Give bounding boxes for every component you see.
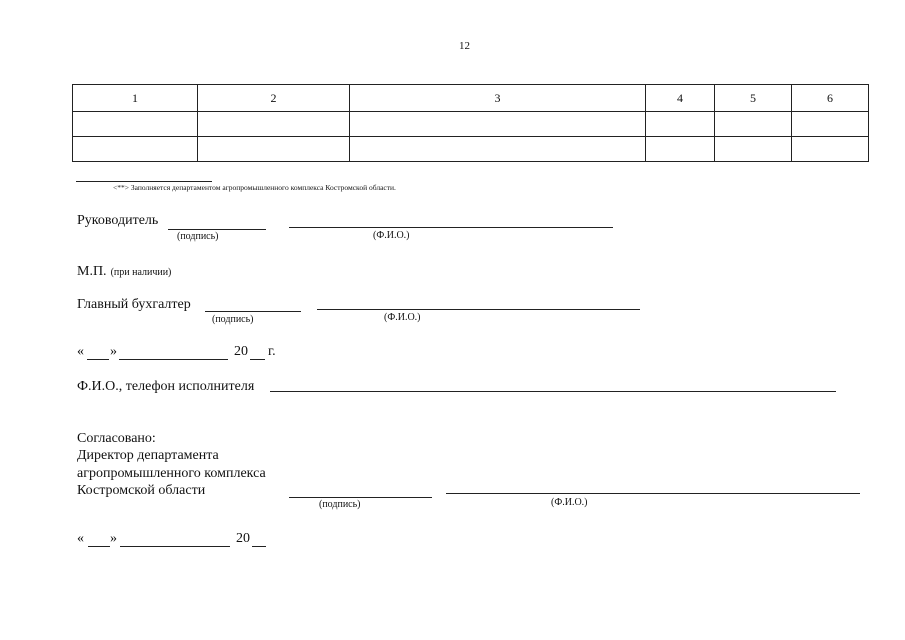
date2-year-prefix: 20 bbox=[236, 531, 250, 546]
approval-line1: Директор департамента bbox=[77, 448, 219, 463]
date1-open-quote: « bbox=[77, 344, 84, 359]
column-header: 1 bbox=[73, 85, 198, 112]
head-signature-line bbox=[168, 229, 266, 230]
footnote-separator bbox=[76, 181, 212, 182]
column-header: 5 bbox=[715, 85, 792, 112]
approval-title: Согласовано: bbox=[77, 431, 156, 446]
approval-signature-caption: (подпись) bbox=[319, 499, 361, 510]
accountant-signature-line bbox=[205, 311, 301, 312]
table-cell bbox=[73, 137, 198, 162]
accountant-label: Главный бухгалтер bbox=[77, 297, 191, 312]
table-cell bbox=[198, 137, 350, 162]
column-header: 4 bbox=[646, 85, 715, 112]
date1-suffix: г. bbox=[268, 344, 276, 359]
approval-line3: Костромской области bbox=[77, 483, 206, 498]
table-header-row bbox=[73, 85, 869, 112]
stamp-note: (при наличии) bbox=[110, 267, 172, 278]
table-cell bbox=[73, 112, 198, 137]
column-header: 2 bbox=[198, 85, 350, 112]
table-cell bbox=[792, 137, 869, 162]
stamp-line bbox=[77, 262, 171, 280]
column-header: 6 bbox=[792, 85, 869, 112]
head-label: Руководитель bbox=[77, 213, 159, 228]
table-cell bbox=[646, 112, 715, 137]
date1-month-line bbox=[119, 359, 228, 360]
date2-year-line bbox=[252, 546, 266, 547]
accountant-signature-caption: (подпись) bbox=[212, 314, 254, 325]
table-cell bbox=[350, 137, 646, 162]
approval-name-caption: (Ф.И.О.) bbox=[551, 497, 588, 508]
date1-year-line bbox=[250, 359, 265, 360]
executor-label: Ф.И.О., телефон исполнителя bbox=[77, 379, 255, 394]
table-cell bbox=[715, 137, 792, 162]
table-row bbox=[73, 137, 869, 162]
data-table bbox=[72, 84, 869, 162]
approval-line2: агропромышленного комплекса bbox=[77, 466, 266, 481]
date1-year-prefix: 20 bbox=[234, 344, 248, 359]
table-cell bbox=[792, 112, 869, 137]
table-cell bbox=[646, 137, 715, 162]
date1-day-line bbox=[87, 359, 109, 360]
footnote: <**> Заполняется департаментом агропромышленного комплекса Костромской области. bbox=[113, 183, 396, 192]
table-row bbox=[73, 112, 869, 137]
date2-day-line bbox=[88, 546, 110, 547]
page-number: 12 bbox=[459, 40, 470, 52]
date1-close-quote: » bbox=[110, 344, 117, 359]
table-cell bbox=[198, 112, 350, 137]
date2-open-quote: « bbox=[77, 531, 84, 546]
table-cell bbox=[715, 112, 792, 137]
head-name-caption: (Ф.И.О.) bbox=[373, 230, 410, 241]
column-header: 3 bbox=[350, 85, 646, 112]
accountant-name-caption: (Ф.И.О.) bbox=[384, 312, 421, 323]
stamp-label: М.П. bbox=[77, 264, 107, 279]
executor-line bbox=[270, 391, 836, 392]
approval-name-line bbox=[446, 493, 860, 494]
table-cell bbox=[350, 112, 646, 137]
accountant-name-line bbox=[317, 309, 640, 310]
approval-signature-line bbox=[289, 497, 432, 498]
head-signature-caption: (подпись) bbox=[177, 231, 219, 242]
date2-month-line bbox=[120, 546, 230, 547]
head-name-line bbox=[289, 227, 613, 228]
date2-close-quote: » bbox=[110, 531, 117, 546]
